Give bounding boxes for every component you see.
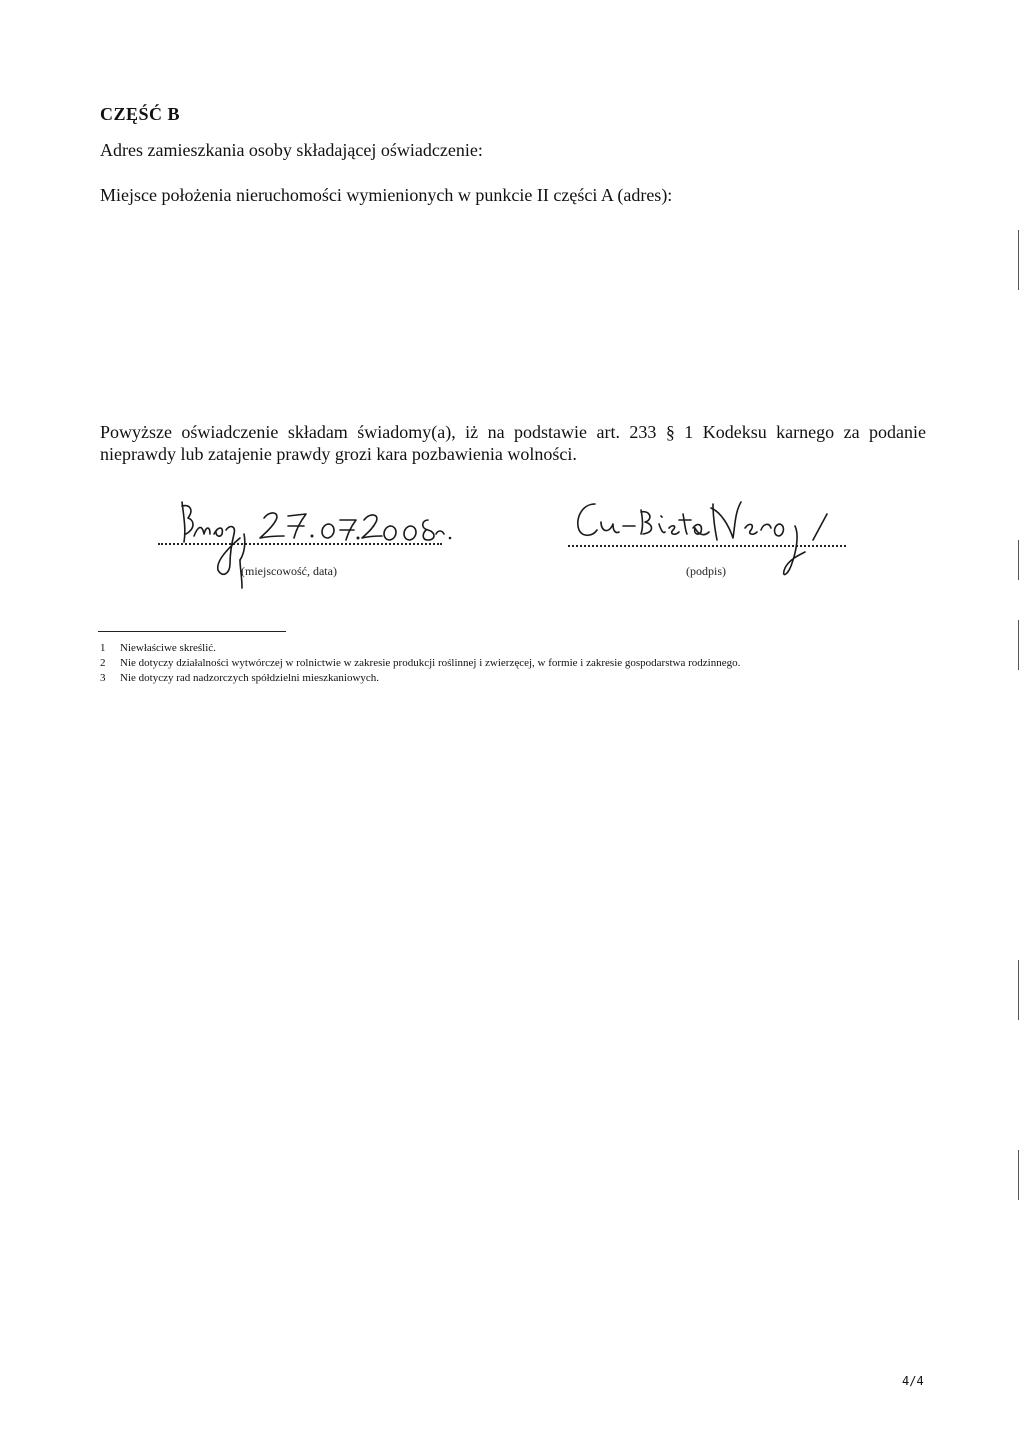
scan-edge-mark bbox=[1018, 540, 1019, 580]
handwritten-place-date bbox=[160, 490, 460, 590]
footnotes bbox=[100, 641, 740, 686]
footnote-text: Nie dotyczy rad nadzorczych spółdzielni mieszkaniowych. bbox=[120, 672, 380, 684]
page-number: 4/4 bbox=[902, 1374, 924, 1388]
property-location-label: Miejsce położenia nieruchomości wymienionych w punkcie II części A (adres): bbox=[100, 185, 673, 205]
footnote-item bbox=[100, 656, 740, 671]
place-date-caption: (miejscowość, data) bbox=[241, 564, 337, 578]
scan-edge-mark bbox=[1018, 960, 1019, 1020]
footnote-number: 2 bbox=[100, 657, 106, 669]
footnote-separator bbox=[98, 631, 286, 632]
residence-address-label: Adres zamieszkania osoby składającej oświadczenie: bbox=[100, 140, 483, 160]
footnote-number: 1 bbox=[100, 642, 106, 654]
footnote-item bbox=[100, 641, 740, 656]
scan-edge-mark bbox=[1018, 620, 1019, 670]
section-heading: CZĘŚĆ B bbox=[100, 104, 181, 124]
footnote-item bbox=[100, 671, 740, 686]
footnote-text: Nie dotyczy działalności wytwórczej w rolnictwie w zakresie produkcji roślinnej i zwierzęcej, w formie i zakresie gospodarstwa rodzinnego. bbox=[120, 657, 741, 669]
scan-edge-mark bbox=[1018, 230, 1019, 290]
scan-edge-mark bbox=[1018, 1150, 1019, 1200]
handwritten-signature bbox=[565, 490, 855, 590]
footnote-text: Niewłaściwe skreślić. bbox=[120, 642, 216, 654]
footnote-number: 3 bbox=[100, 672, 106, 684]
declaration-paragraph: Powyższe oświadczenie składam świadomy(a), iż na podstawie art. 233 § 1 Kodeksu karnego za podanie nieprawdy lub zatajenie prawdy grozi kara pozbawienia wolności. bbox=[100, 422, 926, 464]
signature-caption: (podpis) bbox=[686, 564, 726, 578]
